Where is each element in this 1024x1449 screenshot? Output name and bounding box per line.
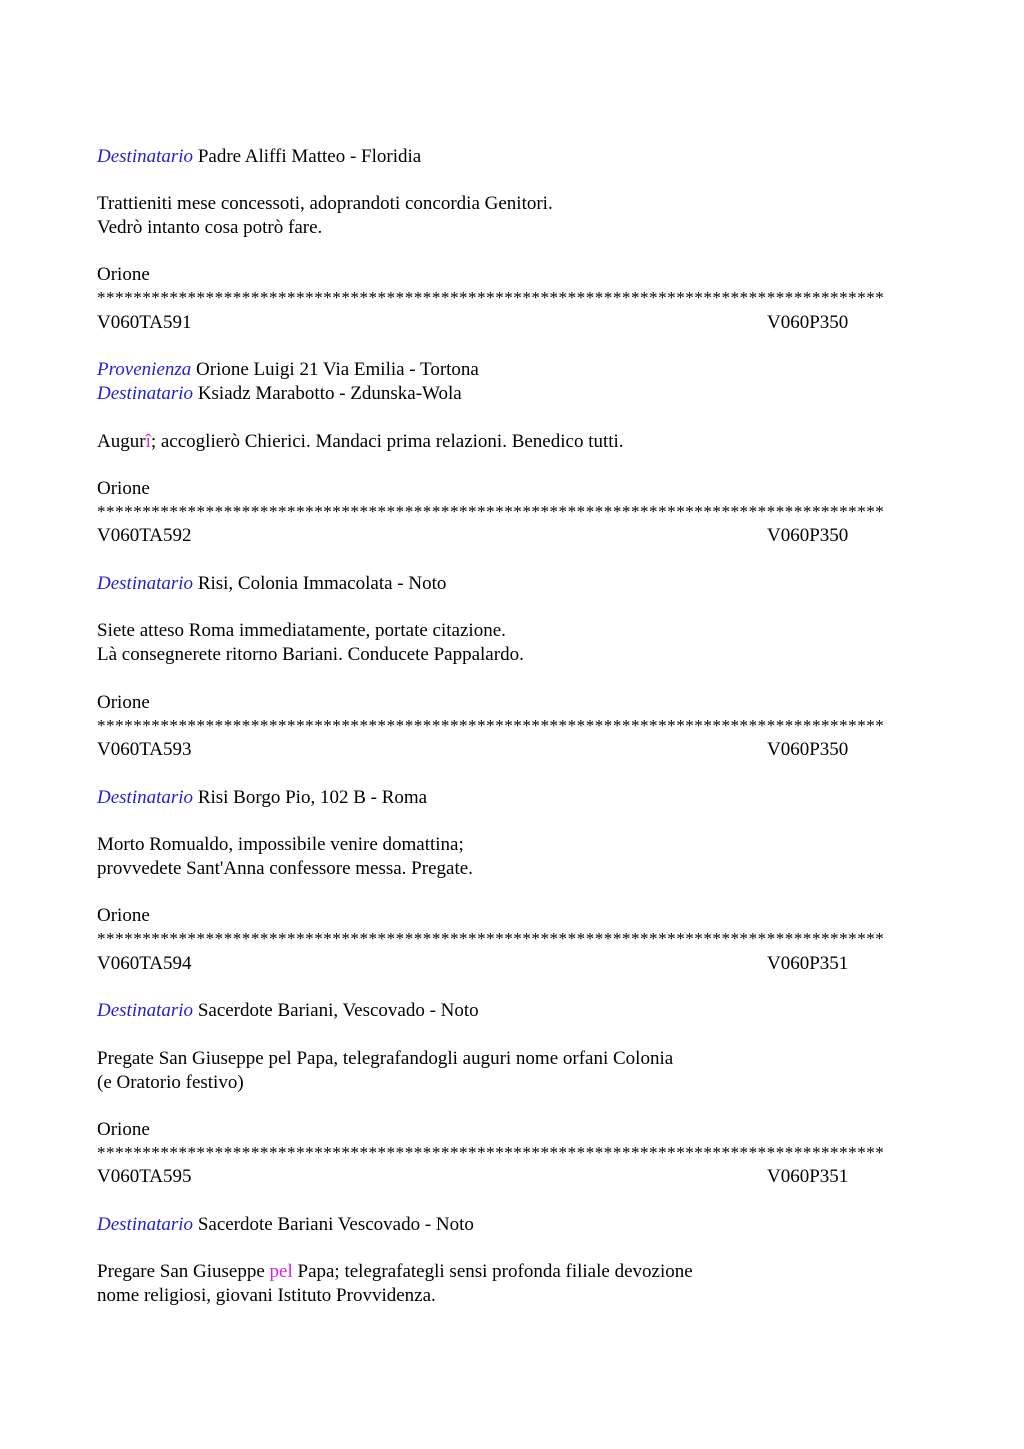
recipient-label: Destinatario bbox=[97, 573, 194, 594]
page-reference: V060P351 bbox=[767, 953, 849, 974]
origin-label: Provenienza bbox=[97, 359, 192, 380]
recipient-value: Ksiadz Marabotto - Zdunska-Wola bbox=[193, 383, 462, 404]
message-line: (e Oratorio festivo) bbox=[97, 1072, 244, 1093]
recipient-label: Destinatario bbox=[97, 146, 194, 167]
recipient-label: Destinatario bbox=[97, 1000, 194, 1021]
separator: *************************************************************************************** bbox=[97, 503, 885, 521]
entry-code: V060TA595 bbox=[97, 1166, 192, 1187]
signature: Orione bbox=[97, 905, 150, 926]
separator: *************************************************************************************** bbox=[97, 930, 885, 948]
recipient-line bbox=[97, 572, 446, 596]
recipient-line bbox=[97, 145, 421, 169]
separator: *************************************************************************************** bbox=[97, 1144, 885, 1162]
separator: *************************************************************************************** bbox=[97, 717, 885, 735]
highlighted-text: pel bbox=[269, 1261, 293, 1282]
recipient-value: Risi Borgo Pio, 102 B - Roma bbox=[193, 787, 428, 808]
recipient-value: Padre Aliffi Matteo - Floridia bbox=[193, 146, 422, 167]
message-line: Trattieniti mese concessoti, adoprandoti concordia Genitori. bbox=[97, 193, 553, 214]
page-reference: V060P350 bbox=[767, 312, 849, 333]
message-line: Vedrò intanto cosa potrò fare. bbox=[97, 217, 323, 238]
page-reference: V060P351 bbox=[767, 1166, 849, 1187]
origin-value: Orione Luigi 21 Via Emilia - Tortona bbox=[191, 359, 479, 380]
recipient-line bbox=[97, 1213, 474, 1237]
message-line: Pregate San Giuseppe pel Papa, telegrafandogli auguri nome orfani Colonia bbox=[97, 1048, 674, 1069]
recipient-value: Risi, Colonia Immacolata - Noto bbox=[193, 573, 447, 594]
recipient-label: Destinatario bbox=[97, 1214, 194, 1235]
message-line: provvedete Sant'Anna confessore messa. Pregate. bbox=[97, 858, 473, 879]
recipient-line bbox=[97, 382, 462, 406]
page-reference: V060P350 bbox=[767, 739, 849, 760]
message-line bbox=[97, 1260, 693, 1284]
recipient-line bbox=[97, 786, 427, 810]
message-line: nome religiosi, giovani Istituto Provvidenza. bbox=[97, 1285, 436, 1306]
recipient-label: Destinatario bbox=[97, 787, 194, 808]
message-line: Morto Romualdo, impossibile venire domattina; bbox=[97, 834, 464, 855]
message-text: Augur bbox=[97, 431, 146, 452]
highlighted-text: î bbox=[145, 431, 151, 452]
message-text: Papa; telegrafategli sensi profonda filiale devozione bbox=[292, 1261, 693, 1282]
signature: Orione bbox=[97, 478, 150, 499]
entry-code: V060TA591 bbox=[97, 312, 192, 333]
signature: Orione bbox=[97, 264, 150, 285]
entry-code: V060TA592 bbox=[97, 525, 192, 546]
recipient-line bbox=[97, 999, 479, 1023]
separator: *************************************************************************************** bbox=[97, 289, 885, 307]
entry-code: V060TA593 bbox=[97, 739, 192, 760]
page-reference: V060P350 bbox=[767, 525, 849, 546]
message-line bbox=[97, 430, 624, 454]
message-text: ; accoglierò Chierici. Mandaci prima relazioni. Benedico tutti. bbox=[150, 431, 624, 452]
recipient-value: Sacerdote Bariani Vescovado - Noto bbox=[193, 1214, 474, 1235]
recipient-label: Destinatario bbox=[97, 383, 194, 404]
recipient-value: Sacerdote Bariani, Vescovado - Noto bbox=[193, 1000, 479, 1021]
message-line: Là consegnerete ritorno Bariani. Conducete Pappalardo. bbox=[97, 644, 524, 665]
message-text: Pregare San Giuseppe bbox=[97, 1261, 270, 1282]
signature: Orione bbox=[97, 692, 150, 713]
entry-code: V060TA594 bbox=[97, 953, 192, 974]
message-line: Siete atteso Roma immediatamente, portate citazione. bbox=[97, 620, 506, 641]
signature: Orione bbox=[97, 1119, 150, 1140]
origin-line bbox=[97, 358, 479, 382]
